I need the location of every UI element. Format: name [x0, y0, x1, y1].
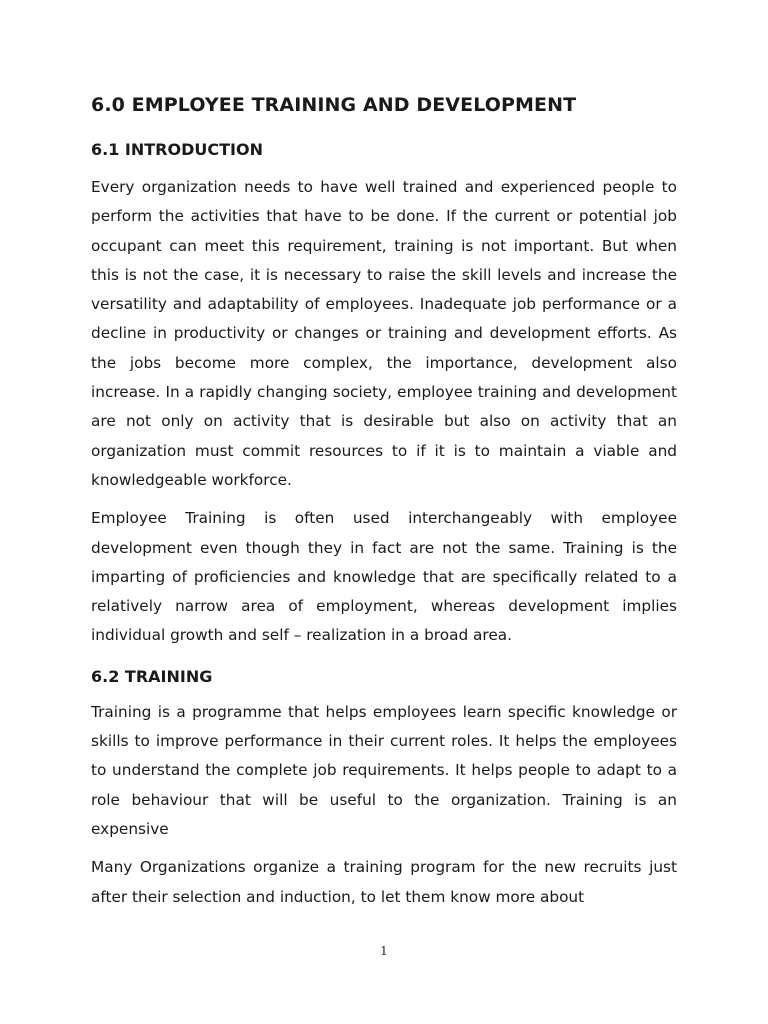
chapter-heading: 6.0 EMPLOYEE TRAINING AND DEVELOPMENT — [91, 94, 577, 116]
section-heading-introduction: 6.1 INTRODUCTION — [91, 140, 263, 159]
training-paragraph-1: Training is a programme that helps employees learn specific knowledge or skills to improve performance in their current roles. It helps the employees to understand the complete job requirements. It helps people to adapt to a role behaviour that will be useful to the organization. Training is an expensive — [91, 702, 677, 838]
intro-paragraph-2: Employee Training is often used interchangeably with employee development even though they in fact are not the same. Training is the imparting of proficiencies and knowledge that are specifically related to a relatively narrow area of employment, whereas development implies individual growth and self – realization in a broad area. — [91, 509, 677, 645]
page-content — [91, 94, 677, 912]
training-paragraph-2: Many Organizations organize a training program for the new recruits just after their selection and induction, to let them know more about — [91, 858, 677, 906]
section-heading-training: 6.2 TRAINING — [91, 666, 213, 686]
page-number: 1 — [380, 944, 388, 958]
intro-paragraph-1: Every organization needs to have well trained and experienced people to perform the activities that have to be done. If the current or potential job occupant can meet this requirement, training is not important. But when this is not the case, it is necessary to raise the skill levels and increase the versatility and adaptability of employees. Inadequate job performance or a decline in productivity or changes or training and development efforts. As the jobs become more complex, the importance, development also increase. In a rapidly changing society, employee training and development are not only on activity that is desirable but also on activity that an organization must commit resources to if it is to maintain a viable and knowledgeable workforce. — [91, 178, 677, 489]
